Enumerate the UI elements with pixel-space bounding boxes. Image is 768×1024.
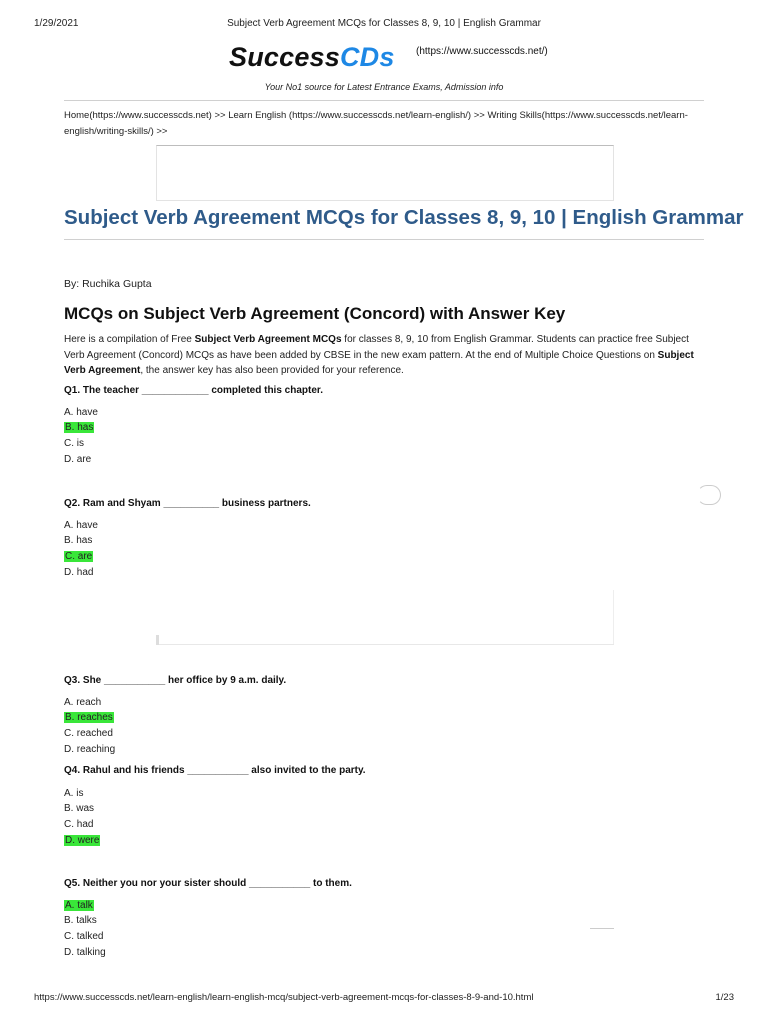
q3-option-d-text: D. reaching xyxy=(64,744,116,755)
q3-option-c xyxy=(64,727,113,741)
q5-option-c-text: C. talked xyxy=(64,931,104,942)
intro-paragraph xyxy=(64,332,704,379)
ad-middle-bottom-line xyxy=(156,644,614,645)
q5-option-b-text: B. talks xyxy=(64,915,97,926)
q2-option-b xyxy=(64,534,92,548)
logo-url: (https://www.successcds.net/) xyxy=(416,46,548,57)
q4-option-c-text: C. had xyxy=(64,819,94,830)
q5-option-d xyxy=(64,946,106,960)
q1-option-c-text: C. is xyxy=(64,438,84,449)
header-divider xyxy=(64,100,704,101)
logo-part-cds: CDs xyxy=(339,42,395,72)
q4-option-b-text: B. was xyxy=(64,803,95,814)
scroll-indicator-icon xyxy=(697,485,721,505)
q1-option-a xyxy=(64,406,98,420)
logo-part-success: Success xyxy=(229,42,340,72)
q5-option-a-text: A. talk xyxy=(65,900,93,911)
intro-text-3: , the answer key has also been provided for your reference. xyxy=(140,365,404,376)
q2-option-a-text: A. have xyxy=(64,520,98,531)
intro-bold-2: Subject Verb Agreement xyxy=(64,349,694,376)
q4-option-d xyxy=(64,834,100,848)
q3-option-b-text: B. reaches xyxy=(65,712,113,723)
q3-option-b xyxy=(64,711,114,725)
q3-option-a-text: A. reach xyxy=(64,697,102,708)
q4-option-b xyxy=(64,802,94,816)
author-byline: By: Ruchika Gupta xyxy=(64,278,152,290)
site-logo[interactable] xyxy=(229,42,395,73)
q2-option-a xyxy=(64,519,98,533)
q5-option-b xyxy=(64,914,97,928)
print-footer-url: https://www.successcds.net/learn-english/learn-english-mcq/subject-verb-agreement-mcqs-for-classes-8-9-and-10.html xyxy=(34,992,534,1003)
ad-bottom-line xyxy=(590,928,614,929)
breadcrumb[interactable]: Home(https://www.successcds.net) >> Learn English (https://www.successcds.net/learn-english/) >> Writing Skills(https://www.successcds.net/learn-english/writing-skills/) >> xyxy=(64,110,688,137)
q4-option-a xyxy=(64,787,83,801)
q5-option-c xyxy=(64,930,103,944)
print-doc-title: Subject Verb Agreement MCQs for Classes 8, 9, 10 | English Grammar xyxy=(227,18,541,29)
q3-option-a xyxy=(64,696,101,710)
q4-option-c xyxy=(64,818,93,832)
question-2: Q2. Ram and Shyam __________ business partners. xyxy=(64,498,311,509)
ad-placeholder-top xyxy=(156,145,614,201)
q1-option-b xyxy=(64,421,94,435)
q5-option-a xyxy=(64,899,94,913)
site-tagline: Your No1 source for Latest Entrance Exams, Admission info xyxy=(264,82,504,92)
ad-middle-corner-mark xyxy=(156,635,159,645)
site-header xyxy=(0,42,768,82)
intro-bold-1: Subject Verb Agreement MCQs xyxy=(194,334,342,345)
intro-text-1: Here is a compilation of Free xyxy=(64,334,195,345)
question-5: Q5. Neither you nor your sister should ___________ to them. xyxy=(64,878,352,889)
q2-option-b-text: B. has xyxy=(64,535,93,546)
title-divider xyxy=(64,239,704,240)
question-1: Q1. The teacher ____________ completed this chapter. xyxy=(64,385,324,396)
q2-option-d-text: D. had xyxy=(64,567,94,578)
q1-option-d xyxy=(64,453,91,467)
q5-option-d-text: D. talking xyxy=(64,947,106,958)
q1-option-c xyxy=(64,437,84,451)
question-3: Q3. She ___________ her office by 9 a.m. daily. xyxy=(64,675,287,686)
q2-option-c xyxy=(64,550,93,564)
page-title: Subject Verb Agreement MCQs for Classes 8, 9, 10 | English Grammar xyxy=(64,206,744,229)
print-date: 1/29/2021 xyxy=(34,18,79,29)
q1-option-b-text: B. has xyxy=(65,422,94,433)
q1-option-a-text: A. have xyxy=(64,407,98,418)
q3-option-c-text: C. reached xyxy=(64,728,113,739)
ad-placeholder-middle xyxy=(156,590,614,645)
print-page-count: 1/23 xyxy=(715,992,734,1003)
q2-option-d xyxy=(64,566,93,580)
section-title: MCQs on Subject Verb Agreement (Concord) with Answer Key xyxy=(64,304,566,323)
q4-option-d-text: D. were xyxy=(65,835,100,846)
q4-option-a-text: A. is xyxy=(64,788,84,799)
ad-placeholder-bottom xyxy=(200,928,614,936)
question-4: Q4. Rahul and his friends ___________ also invited to the party. xyxy=(64,765,366,776)
q3-option-d xyxy=(64,743,115,757)
intro-text-2: for classes 8, 9, 10 from English Grammar. Students can practice free Subject Verb Agreement (Concord) MCQs as have been added by CBSE in the new exam pattern. At the end of Multiple Choice Questions on xyxy=(64,334,689,361)
q1-option-d-text: D. are xyxy=(64,454,92,465)
q2-option-c-text: C. are xyxy=(65,551,93,562)
